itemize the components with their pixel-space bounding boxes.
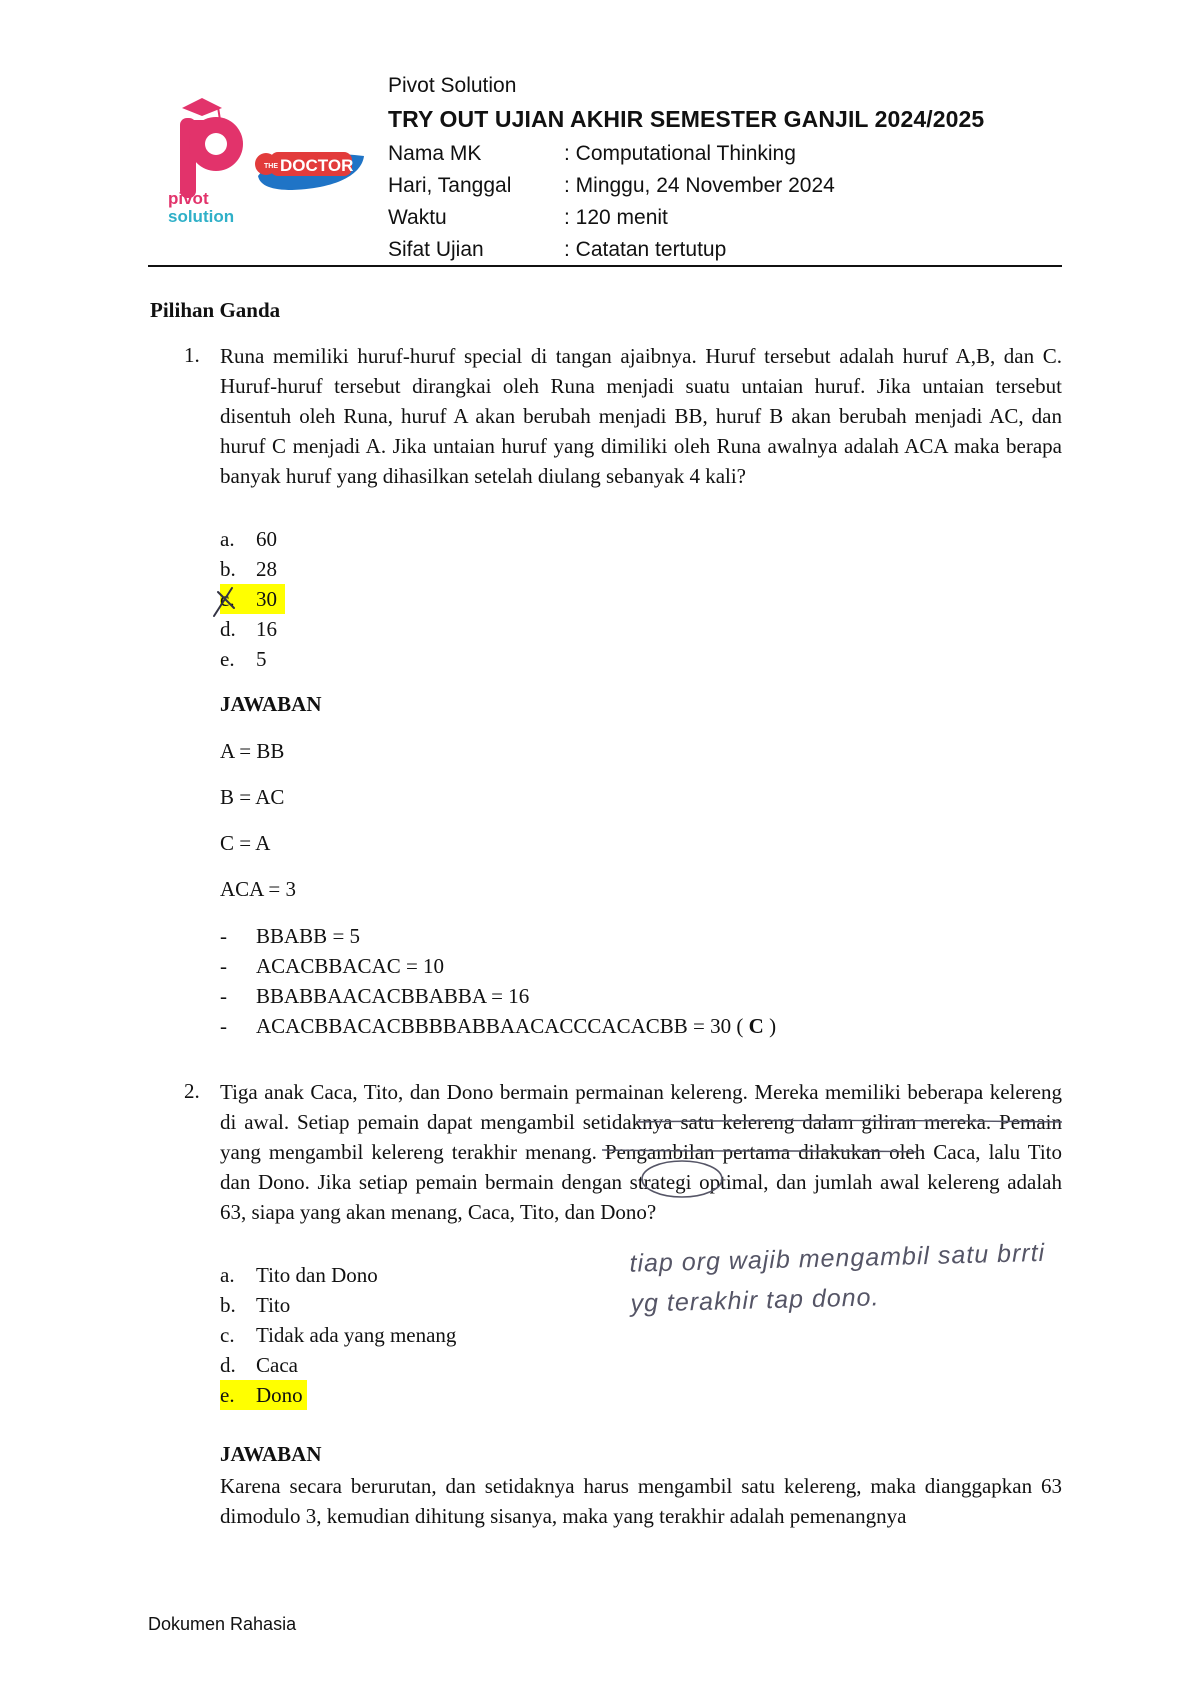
header-value: : Catatan tertutup (564, 238, 727, 261)
doctor-logo-text: DOCTOR (280, 156, 354, 175)
section-title: Pilihan Ganda (150, 298, 281, 322)
answer-line: B = AC (220, 785, 285, 809)
doctor-logo-small-text: THE (264, 163, 278, 170)
header-value: : Computational Thinking (564, 142, 796, 165)
final-answer-letter: C (748, 1014, 764, 1038)
option-text: 16 (256, 617, 277, 641)
pivot-logo-line1: pivot (168, 189, 209, 208)
header-row-duration (388, 206, 1088, 234)
final-step-text: ACACBBACACBBBBABBAACACCCACACBB = 30 ( (256, 1014, 749, 1038)
option-letter: e. (220, 1380, 256, 1410)
answer-step-text: ACACBBACAC = 10 (256, 954, 445, 978)
answer-line: ACA = 3 (220, 877, 297, 901)
answer-line: A = BB (220, 739, 285, 763)
header-row-exam-type (388, 238, 1088, 266)
option-text: 5 (256, 647, 267, 671)
pivot-logo-line2: solution (168, 207, 235, 226)
option-letter: d. (220, 617, 236, 641)
exam-title: TRY OUT UJIAN AKHIR SEMESTER GANJIL 2024/2025 (388, 106, 985, 132)
question-number: 1. (184, 343, 200, 367)
option-letter: c. (220, 584, 256, 614)
answer-step-text (256, 1011, 776, 1041)
header-key: Nama MK (388, 142, 482, 165)
option-text: 30 (256, 584, 285, 614)
answer-step-text: BBABBAACACBBABBA = 16 (256, 984, 530, 1008)
option-letter: e. (220, 647, 235, 671)
option-letter: b. (220, 557, 236, 581)
header-divider (148, 265, 1062, 267)
question-2-text: Tiga anak Caca, Tito, dan Dono bermain permainan kelereng. Mereka memiliki beberapa kelereng di awal. Setiap pemain dapat mengambil setidaknya satu kelereng dalam giliran mereka. Pemain yang mengambil kelereng terakhir menang. Pengambilan pertama dilakukan oleh Caca, lalu Tito dan Dono. Jika setiap pemain bermain dengan strategi optimal, dan jumlah awal kelereng adalah 63, siapa yang akan menang, Caca, Tito, dan Dono? (220, 1080, 1062, 1224)
q2-answer-text: Karena secara berurutan, dan setidaknya harus mengambil satu kelereng, maka dianggapkan 63 dimodulo 3, kemudian dihitung sisanya, maka yang terakhir adalah pemenangnya (220, 1474, 1062, 1528)
header-key: Hari, Tanggal (388, 174, 512, 197)
header-key: Sifat Ujian (388, 238, 484, 261)
option-text: Tito dan Dono (256, 1263, 378, 1287)
q1-answer-title: JAWABAN (220, 692, 322, 716)
option-letter: c. (220, 1323, 235, 1347)
header-value: : 120 menit (564, 206, 668, 229)
option-text: Tidak ada yang menang (256, 1323, 457, 1347)
option-letter: b. (220, 1293, 236, 1317)
option-letter: d. (220, 1353, 236, 1377)
handwritten-note: tiap org wajib mengambil satu brrti yg terakhir tap dono. (629, 1238, 1046, 1318)
pivot-logo-text (168, 190, 264, 226)
header-org: Pivot Solution (388, 74, 517, 97)
option-text: Dono (256, 1380, 307, 1410)
option-letter: a. (220, 527, 235, 551)
answer-step-text: BBABB = 5 (256, 924, 361, 948)
header-row-date (388, 174, 1088, 202)
header-value: : Minggu, 24 November 2024 (564, 174, 835, 197)
final-step-close: ) (763, 1014, 777, 1038)
question-1-text: Runa memiliki huruf-huruf special di tangan ajaibnya. Huruf tersebut adalah huruf A,B, dan C. Huruf-huruf tersebut dirangkai oleh Runa menjadi suatu untaian huruf. Jika untaian tersebut disentuh oleh Runa, huruf A akan berubah menjadi BB, huruf B akan berubah menjadi AC, dan huruf C menjadi A. Jika untaian huruf yang dimiliki oleh Runa awalnya adalah ACA maka berapa banyak huruf yang dihasilkan setelah diulang sebanyak 4 kali? (220, 344, 1062, 488)
answer-line: C = A (220, 831, 271, 855)
page-footer: Dokumen Rahasia (148, 1614, 297, 1634)
header-row-course (388, 142, 1088, 170)
header-key: Waktu (388, 206, 447, 229)
question-number: 2. (184, 1079, 200, 1103)
option-text: Tito (256, 1293, 291, 1317)
the-doctor-logo (252, 142, 370, 194)
q2-answer-title: JAWABAN (220, 1442, 322, 1466)
option-text: 28 (256, 557, 277, 581)
option-text: Caca (256, 1353, 298, 1377)
option-text: 60 (256, 527, 277, 551)
option-letter: a. (220, 1263, 235, 1287)
